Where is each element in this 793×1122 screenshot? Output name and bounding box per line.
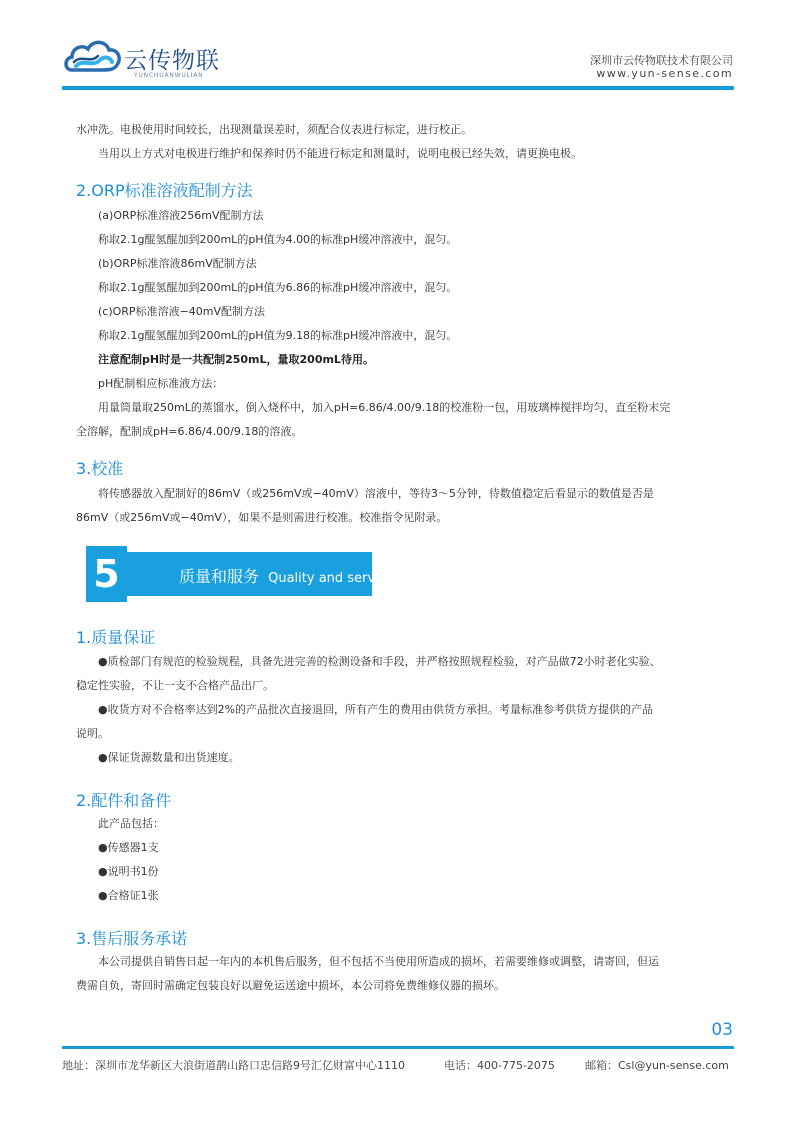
aftersale-heading: 3.售后服务承诺 [76, 929, 188, 948]
ph-body-line-1: 用量筒量取250mL的蒸馏水，倒入烧杯中，加入pH=6.86/4.00/9.18的校准粉一包，用玻璃棒搅拌均匀，直至粉末完 [98, 401, 671, 414]
parts-item: ●传感器1支 [98, 841, 159, 854]
parts-heading: 2.配件和备件 [76, 791, 172, 810]
orp-note: 注意配制pH时是一共配制250mL，量取200mL待用。 [98, 353, 374, 366]
section-number: 5 [86, 546, 127, 602]
quality-item-3: ●保证货源数量和出货速度。 [98, 751, 240, 764]
intro-line-2: 当用以上方式对电极进行维护和保养时仍不能进行标定和测量时，说明电极已经失效，请更换电极。 [98, 147, 582, 160]
ph-title: pH配制相应标准液方法： [98, 377, 224, 390]
intro-line-1: 水冲洗。电极使用时间较长，出现测量误差时，须配合仪表进行标定，进行校正。 [76, 123, 472, 136]
footer-email: 邮箱：Csl@yun-sense.com [585, 1059, 729, 1072]
footer-divider [62, 1046, 734, 1049]
company-name: 深圳市云传物联技术有限公司 [590, 54, 733, 67]
section-title-en: Quality and service [268, 571, 394, 586]
quality-heading: 1.质量保证 [76, 628, 156, 647]
parts-item: ●说明书1份 [98, 865, 159, 878]
orp-heading: 2.ORP标准溶液配制方法 [76, 181, 253, 200]
quality-item-2-line-2: 说明。 [76, 727, 109, 740]
orp-a-title: (a)ORP标准溶液256mV配制方法 [98, 209, 264, 222]
brand-subtitle: YUNCHUANWULIAN [134, 72, 204, 79]
aftersale-line-2: 费需自负，寄回时需确定包装良好以避免运送途中损坏，本公司将免费维修仪器的损坏。 [76, 979, 505, 992]
quality-item-1-line-1: ●质检部门有规范的检验规程，具备先进完善的检测设备和手段，并严格按照规程检验，对产品做72小时老化实验、 [98, 655, 661, 668]
brand-name: 云传物联 [124, 48, 220, 74]
footer-phone: 电话：400-775-2075 [444, 1059, 555, 1072]
calibration-line-2: 86mV（或256mV或−40mV），如果不是则需进行校准。校准指令见附录。 [76, 511, 448, 524]
footer-address: 地址：深圳市龙华新区大浪街道鹊山路口忠信路9号汇亿财富中心1110 [62, 1059, 405, 1072]
section-title-cn: 质量和服务 [179, 567, 260, 586]
header-divider [62, 86, 734, 90]
orp-b-title: (b)ORP标准溶液86mV配制方法 [98, 257, 257, 270]
company-logo [62, 36, 232, 86]
aftersale-line-1: 本公司提供自销售日起一年内的本机售后服务，但不包括不当使用所造成的损坏，若需要维修或调整，请寄回，但运 [98, 955, 659, 968]
company-website: www.yun-sense.com [596, 67, 733, 80]
page-number: 03 [711, 1020, 733, 1040]
section-title-bar [127, 552, 394, 596]
cloud-logo-icon [62, 36, 124, 82]
orp-c-title: (c)ORP标准溶液−40mV配制方法 [98, 305, 266, 318]
orp-a-body: 称取2.1g醌氢醌加到200mL的pH值为4.00的标准pH缓冲溶液中，混匀。 [98, 233, 458, 246]
section-banner [86, 552, 394, 600]
orp-b-body: 称取2.1g醌氢醌加到200mL的pH值为6.86的标准pH缓冲溶液中，混匀。 [98, 281, 458, 294]
orp-c-body: 称取2.1g醌氢醌加到200mL的pH值为9.18的标准pH缓冲溶液中，混匀。 [98, 329, 458, 342]
quality-item-2-line-1: ●收货方对不合格率达到2%的产品批次直接退回，所有产生的费用由供货方承担。考量标准参考供货方提供的产品 [98, 703, 654, 716]
ph-body-line-2: 全溶解，配制成pH=6.86/4.00/9.18的溶液。 [76, 425, 303, 438]
parts-intro: 此产品包括： [98, 817, 164, 830]
quality-item-1-line-2: 稳定性实验，不让一支不合格产品出厂。 [76, 679, 274, 692]
calibration-heading: 3.校准 [76, 459, 124, 478]
parts-item: ●合格证1张 [98, 889, 159, 902]
calibration-line-1: 将传感器放入配制好的86mV（或256mV或−40mV）溶液中，等待3～5分钟，待数值稳定后看显示的数值是否是 [98, 487, 654, 500]
